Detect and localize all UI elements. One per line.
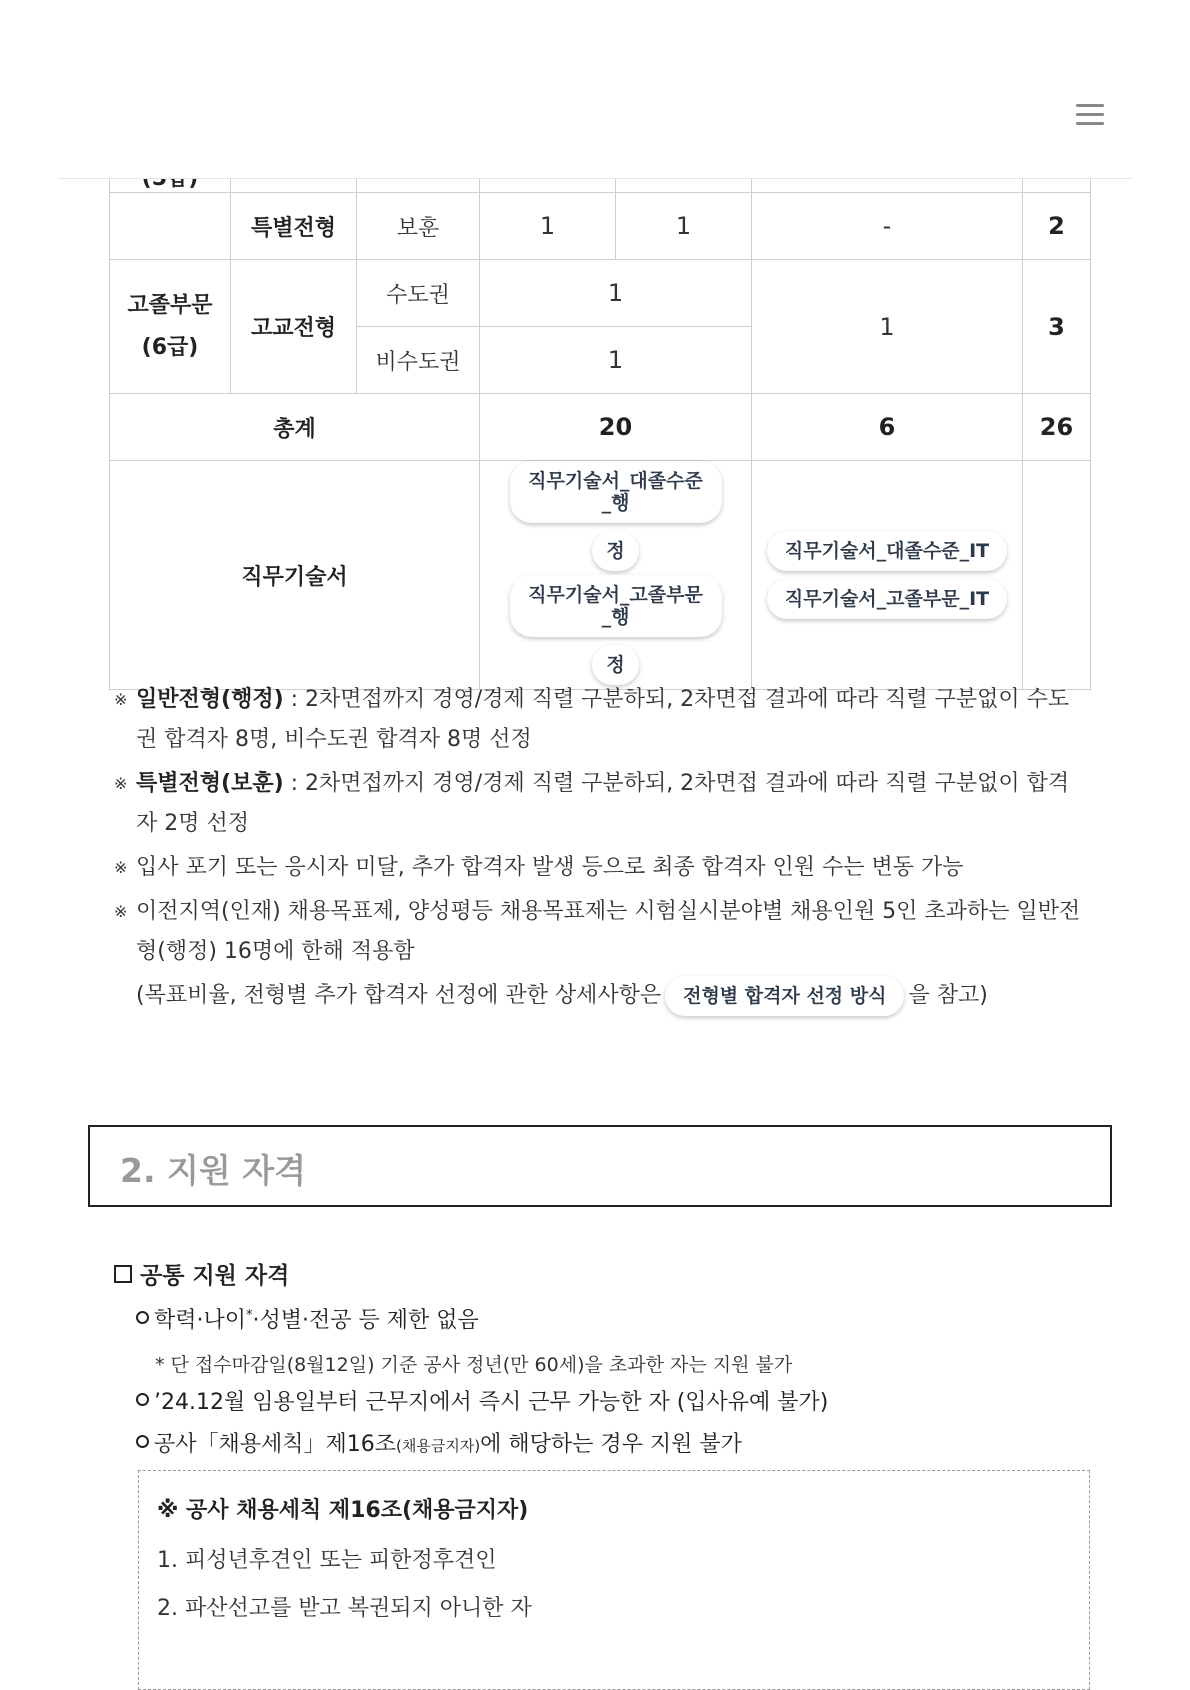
highschool-type: 고교전형 bbox=[231, 260, 357, 394]
note-target bbox=[114, 892, 1084, 972]
jobdesc-admin-highschool-button[interactable]: 직무기술서_고졸부문_행 bbox=[510, 575, 722, 637]
note-general-text: : 2차면접까지 경영/경제 직렬 구분하되, 2차면접 결과에 따라 직렬 구분없이 수도권 합격자 8명, 비수도권 합격자 8명 선정 bbox=[136, 687, 1070, 752]
special-c3: - bbox=[752, 193, 1023, 260]
circle-bullet-icon bbox=[136, 1311, 149, 1324]
circle-bullet-icon bbox=[136, 1393, 149, 1406]
square-bullet-icon bbox=[114, 1265, 132, 1283]
section-heading-box bbox=[88, 1125, 1112, 1207]
highschool-dept-line1: 고졸부문 bbox=[127, 292, 213, 318]
jobdesc-it-college-button[interactable]: 직무기술서_대졸수준_IT bbox=[767, 531, 1007, 571]
req-item-3-small: (채용금지자) bbox=[396, 1437, 481, 1455]
note-target-text: 이전지역(인재) 채용목표제, 양성평등 채용목표제는 시험실시분야별 채용인원 5인 초과하는 일반전형(행정) 16명에 한해 적용함 bbox=[136, 899, 1081, 964]
req-item-2 bbox=[136, 1385, 828, 1416]
top-bar bbox=[0, 0, 1190, 178]
special-total: 2 bbox=[1023, 193, 1091, 260]
req-item-1-sup: * bbox=[246, 1308, 253, 1323]
note-target-sub-pre: (목표비율, 전형별 추가 합격자 선정에 관한 상세사항은 bbox=[136, 983, 662, 1008]
jobdesc-it-highschool-button[interactable]: 직무기술서_고졸부문_IT bbox=[767, 579, 1007, 619]
highschool-dept-line2: (6급) bbox=[141, 334, 199, 360]
req-item-1-note: * 단 접수마감일(8월12일) 기준 공사 정년(만 60세)을 초과한 자는 지원 불가 bbox=[155, 1354, 793, 1376]
special-c1: 1 bbox=[480, 193, 616, 260]
sum-total: 26 bbox=[1023, 394, 1091, 461]
note-change bbox=[114, 848, 1084, 888]
note-target-sub-post: 을 참고) bbox=[908, 983, 988, 1008]
note-target-sub bbox=[114, 976, 1084, 1016]
sum-label: 총계 bbox=[110, 394, 480, 461]
jobdesc-admin-highschool-button-cont[interactable]: 정 bbox=[592, 645, 638, 685]
highschool-sub1-val: 1 bbox=[480, 260, 752, 327]
sum-admin: 20 bbox=[480, 394, 752, 461]
special-c2: 1 bbox=[616, 193, 752, 260]
prohibited-item-2: 2. 파산선고를 받고 복권되지 아니한 자 bbox=[157, 1596, 532, 1621]
common-qualification-heading bbox=[114, 1257, 289, 1290]
prohibited-box-title: ※ 공사 채용세칙 제16조(채용금지자) bbox=[157, 1498, 529, 1523]
req-item-3-post: 에 해당하는 경우 지원 불가 bbox=[480, 1432, 742, 1457]
notes bbox=[114, 680, 1084, 1020]
note-mark: ※ bbox=[114, 774, 128, 793]
highschool-it-val: 1 bbox=[752, 260, 1023, 394]
jobdesc-it-cell bbox=[752, 461, 1023, 690]
hamburger-menu-icon[interactable] bbox=[1076, 104, 1104, 126]
prohibited-box bbox=[138, 1470, 1090, 1690]
circle-bullet-icon bbox=[136, 1435, 149, 1448]
req-item-1-post: ·성별·전공 등 제한 없음 bbox=[252, 1308, 479, 1333]
jobdesc-admin-cell bbox=[480, 461, 752, 690]
note-general-bold: 일반전형(행정) bbox=[136, 687, 284, 712]
jobdesc-label: 직무기술서 bbox=[110, 461, 480, 690]
highschool-sub2: 비수도권 bbox=[357, 327, 480, 394]
sum-it: 6 bbox=[752, 394, 1023, 461]
note-special-text: : 2차면접까지 경영/경제 직렬 구분하되, 2차면접 결과에 따라 직렬 구분없이 합격자 2명 선정 bbox=[136, 771, 1070, 836]
note-mark: ※ bbox=[114, 858, 128, 877]
note-general bbox=[114, 680, 1084, 760]
highschool-sub2-val: 1 bbox=[480, 327, 752, 394]
section-title: 2. 지원 자격 bbox=[120, 1151, 306, 1190]
req-item-3 bbox=[136, 1427, 742, 1458]
top-bar-divider bbox=[58, 178, 1132, 179]
recruitment-table bbox=[109, 130, 1091, 690]
jobdesc-admin-college-button-cont[interactable]: 정 bbox=[592, 531, 638, 571]
selection-method-button[interactable]: 전형별 합격자 선정 방식 bbox=[665, 976, 904, 1016]
note-special-bold: 특별전형(보훈) bbox=[136, 771, 284, 796]
note-mark: ※ bbox=[114, 690, 128, 709]
highschool-total: 3 bbox=[1023, 260, 1091, 394]
common-qualification-label: 공통 지원 자격 bbox=[140, 1263, 290, 1289]
req-item-2-text: ’24.12월 임용일부터 근무지에서 즉시 근무 가능한 자 (입사유예 불가) bbox=[154, 1390, 829, 1415]
note-mark: ※ bbox=[114, 902, 128, 921]
note-special bbox=[114, 764, 1084, 844]
req-item-1-pre: 학력·나이 bbox=[154, 1308, 247, 1333]
req-item-1 bbox=[136, 1303, 479, 1334]
prohibited-item-1: 1. 피성년후견인 또는 피한정후견인 bbox=[157, 1548, 497, 1573]
special-type: 특별전형 bbox=[231, 193, 357, 260]
highschool-sub1: 수도권 bbox=[357, 260, 480, 327]
special-sub: 보훈 bbox=[357, 193, 480, 260]
req-item-3-pre: 공사「채용세칙」제16조 bbox=[154, 1432, 397, 1457]
note-change-text: 입사 포기 또는 응시자 미달, 추가 합격자 발생 등으로 최종 합격자 인원 수는 변동 가능 bbox=[136, 855, 964, 880]
highschool-dept bbox=[110, 260, 231, 394]
jobdesc-admin-college-button[interactable]: 직무기술서_대졸수준_행 bbox=[510, 461, 722, 523]
